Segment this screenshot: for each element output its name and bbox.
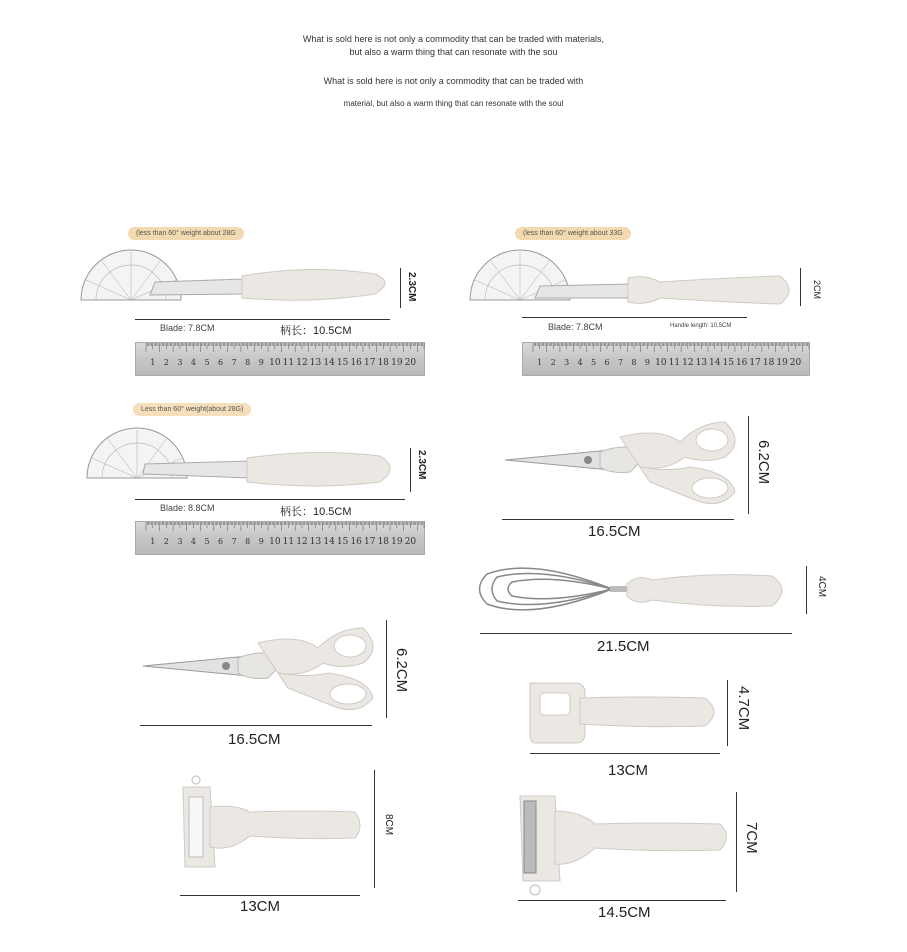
ruler-number: 17 [749, 358, 761, 368]
ruler-number: 13 [309, 358, 322, 368]
knife2-weight-badge: (less than 60° weight about 33G [515, 227, 631, 240]
ruler-number: 11 [282, 358, 295, 368]
ruler-number: 7 [231, 358, 237, 367]
ruler-number: 10 [269, 537, 281, 547]
bottle-opener [525, 678, 725, 750]
knife3-blade-label: Blade: 8.8CM [160, 503, 215, 513]
ruler-number: 11 [282, 537, 295, 547]
knife1-height-label: 2.3CM [406, 272, 417, 302]
ruler-number: 1 [537, 358, 543, 367]
ruler-number: 11 [668, 358, 681, 368]
ruler-number: 12 [682, 358, 694, 368]
ruler-number: 9 [258, 537, 264, 546]
ruler-number: 18 [377, 358, 390, 368]
ruler-1 [135, 342, 425, 376]
knife1-height-line [400, 268, 401, 308]
ruler-number: 6 [604, 358, 610, 367]
ruler-number: 5 [204, 537, 210, 546]
ruler-number: 8 [245, 537, 251, 546]
ruler-ticks [523, 343, 811, 377]
knife2-length-line [522, 317, 747, 318]
ruler-number: 18 [762, 358, 775, 368]
ruler-number: 9 [258, 358, 264, 367]
ruler-number: 12 [296, 537, 308, 547]
ruler-number: 12 [296, 358, 308, 368]
scissors-right-length-line [502, 519, 734, 520]
ruler-number: 15 [336, 358, 349, 368]
ruler-number: 18 [377, 537, 390, 547]
knife3-weight-badge: Less than 60° weight(about 28G) [133, 403, 251, 416]
ruler-number: 4 [577, 358, 583, 367]
knife3-length-line [135, 499, 405, 500]
knife1-handle-label: 柄长：10.5CM [280, 325, 352, 337]
ruler-number: 17 [364, 358, 376, 368]
knife2-handle-label: Handle length: 10.5CM [670, 323, 732, 329]
ruler-number: 1 [150, 358, 156, 367]
ruler-number: 14 [709, 358, 721, 368]
ruler-number: 15 [336, 537, 349, 547]
kitchen-scissors-right [500, 412, 745, 512]
peeler-left-length-label: 13CM [240, 898, 281, 915]
knife3-height-line [410, 448, 411, 492]
ruler-number: 3 [177, 537, 183, 546]
ruler-number: 6 [218, 537, 224, 546]
ruler-number: 2 [163, 537, 169, 546]
ruler-number: 19 [776, 358, 788, 368]
opener-length-label: 13CM [608, 762, 649, 779]
whisk [472, 562, 802, 617]
ruler-ticks [136, 343, 426, 377]
ruler-number: 16 [735, 358, 748, 368]
ruler-number: 8 [631, 358, 637, 367]
ruler-number: 5 [591, 358, 597, 367]
scissors-right-length-label: 16.5CM [588, 523, 641, 540]
scissors-left-length-line [140, 725, 372, 726]
ruler-number: 14 [323, 358, 335, 368]
opener-height-line [727, 680, 728, 746]
tagline-line-1: What is sold here is not only a commodity that can be traded with materials, [302, 34, 605, 44]
scissors-left-height-label: 6.2CM [393, 648, 410, 693]
tagline-line-2: but also a warm thing that can resonate with the sou [349, 47, 558, 57]
ruler-number: 4 [190, 537, 197, 546]
peeler-right-length-label: 14.5CM [598, 904, 651, 921]
peeler-right-height-line [736, 792, 737, 892]
ruler-number: 8 [245, 358, 251, 367]
peeler-right [515, 786, 735, 901]
scissors-left-length-label: 16.5CM [228, 731, 281, 748]
ruler-number: 19 [391, 537, 403, 547]
opener-height-label: 4.7CM [735, 686, 752, 731]
ruler-number: 16 [350, 537, 362, 547]
ruler-number: 7 [617, 358, 624, 367]
paring-knife-1 [130, 262, 400, 312]
peeler-left-length-line [180, 895, 360, 896]
tagline-line-4: material, but also a warm thing that can resonate with the soul [343, 99, 564, 108]
whisk-length-label: 21.5CM [597, 638, 650, 655]
tagline-line-3: What is sold here is not only a commodity that can be traded with [323, 76, 584, 86]
ruler-number: 7 [231, 537, 237, 546]
ruler-number: 1 [150, 537, 156, 546]
knife2-height-line [800, 268, 801, 306]
kitchen-scissors-left [138, 618, 383, 718]
ruler-number: 20 [789, 358, 802, 368]
knife3-height-label: 2.3CM [416, 450, 427, 480]
ruler-number: 19 [391, 358, 403, 368]
ruler-number: 10 [655, 358, 667, 368]
ruler-number: 10 [269, 358, 281, 368]
peeler-right-height-label: 7CM [743, 822, 760, 854]
ruler-number: 3 [177, 358, 183, 367]
ruler-number: 14 [323, 537, 335, 547]
ruler-number: 20 [404, 537, 417, 547]
scissors-right-height-label: 6.2CM [755, 440, 772, 485]
whisk-height-label: 4CM [816, 576, 827, 598]
ruler-number: 13 [695, 358, 708, 368]
scissors-right-height-line [748, 416, 749, 514]
ruler-3 [135, 521, 425, 555]
scissors-left-height-line [386, 620, 387, 718]
whisk-height-line [806, 566, 807, 614]
ruler-number: 5 [204, 358, 210, 367]
ruler-number: 16 [350, 358, 362, 368]
peeler-right-length-line [518, 900, 726, 901]
paring-knife-3 [135, 446, 405, 496]
knife2-blade-label: Blade: 7.8CM [548, 322, 603, 332]
ruler-number: 4 [190, 358, 197, 367]
whisk-length-line [480, 633, 792, 634]
ruler-number: 15 [722, 358, 734, 368]
ruler-number: 2 [163, 358, 169, 367]
knife2-height-label: 2CM [812, 280, 822, 300]
knife3-handle-label: 柄长：10.5CM [280, 506, 352, 518]
knife1-length-line [135, 319, 390, 320]
peeler-left-height-label: 8CM [383, 814, 394, 836]
peeler-left-height-line [374, 770, 375, 888]
ruler-number: 3 [564, 358, 570, 367]
ruler-number: 6 [218, 358, 224, 367]
ruler-number: 2 [550, 358, 556, 367]
ruler-number: 9 [644, 358, 650, 367]
ruler-number: 13 [309, 537, 322, 547]
ruler-number: 20 [404, 358, 417, 368]
opener-length-line [530, 753, 720, 754]
ruler-ticks [136, 522, 426, 556]
ruler-2 [522, 342, 810, 376]
knife1-weight-badge: (less than 60° weight about 28G [128, 227, 244, 240]
ruler-number: 17 [364, 537, 376, 547]
knife1-blade-label: Blade: 7.8CM [160, 323, 215, 333]
peeler-left [175, 772, 365, 892]
paring-knife-2 [520, 268, 800, 313]
